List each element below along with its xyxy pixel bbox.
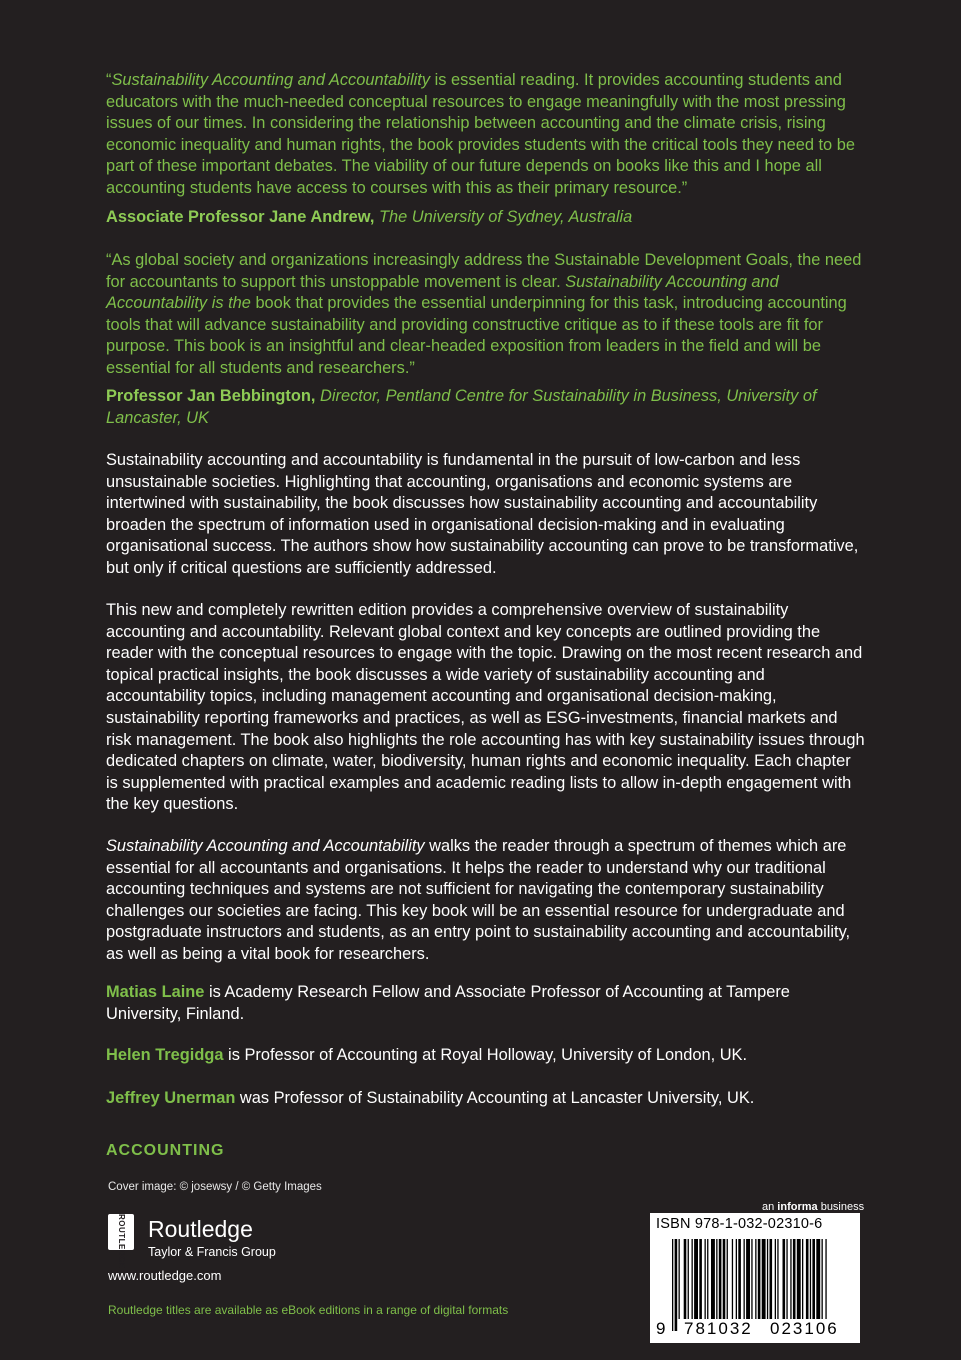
description-paragraph-3: Sustainability Accounting and Accountability walks the reader through a spectrum of themes which are essential for all accountants and organisations. It helps the reader to understand why our traditional accounting techniques and systems are not sufficient for navigating the contemporary sustainability challenges our societies are facing. This key book will be an essential resource for undergraduate and postgraduate instructors and students, as an entry point to sustainability accounting and accountability, as well as being a vital book for researchers. xyxy=(106,837,851,963)
author-name: Jeffrey Unerman xyxy=(106,1089,236,1107)
barcode-bars-icon xyxy=(650,1235,860,1331)
quote-1-author: Associate Professor Jane Andrew, xyxy=(106,208,375,226)
routledge-mark-icon: ROUTLEDGE xyxy=(108,1214,134,1250)
quote-1-text: is essential reading. It provides accounting students and educators with the much-needed conceptual resources to engage meaningfully with the most pressing issues of our times. In considering the relationship between accounting and the climate crisis, rising economic inequality and human rights, the book provides students with the critical tools they need to be part of these important debates. The viability of our future depends on books like this and I hope all accounting students have access to courses with this as their primary resource.” xyxy=(106,71,855,197)
endorsement-quote-2: “As global society and organizations increasingly address the Sustainable Development Goals, the need for accountants to support this unstoppable movement is clear. Sustainability Accounting and Accountability is the book that provides the essential underpinning for this task, introducing accounting tools that will advance sustainability and providing constructive critique as to if these tools are fit for purpose. This book is an insightful and clear-headed exposition from leaders in the field and will be essential for all students and researchers.” xyxy=(106,251,862,377)
publisher-website: www.routledge.com xyxy=(108,1268,222,1283)
endorsement-quote-1: “Sustainability Accounting and Accountability is essential reading. It provides accounting students and educators with the much-needed conceptual resources to engage meaningfully with the most pressing issues of our times. In considering the relationship between accounting and the climate crisis, rising economic inequality and human rights, the book provides students with the critical tools they need to be part of these important debates. The viability of our future depends on books like this and I hope all accounting students have access to courses with this as their primary resource.” xyxy=(106,71,855,197)
description-paragraph-1: Sustainability accounting and accountability is fundamental in the pursuit of low-carbon and less unsustainable societies. Highlighting that accounting, organisations and economic systems are intertwined with sustainability, the book discusses how sustainability accounting and accountability broaden the spectrum of information used in organisational decision-making and in evaluating organisational success. The authors show how sustainability accounting can prove to be transformative, but only if critical questions are sufficiently addressed. xyxy=(106,451,859,577)
description-paragraph-2: This new and completely rewritten edition provides a comprehensive overview of sustainability accounting and accountability. Relevant global context and key concepts are outlined providing the reader with the conceptual resources to engage with the topic. Drawing on the most recent research and topical practical insights, the book discusses a wide variety of sustainability accounting and accountability topics, including management accounting and organisational decision-making, sustainability reporting frameworks and practices, as well as ESG-investments, financial markets and risk management. The book also highlights the role accounting has with key sustainability issues through dedicated chapters on climate, water, biodiversity, human rights and economic inequality. Each chapter is supplemented with practical examples and academic reading lists to allow in-depth engagement with the key questions. xyxy=(106,601,865,814)
isbn-barcode xyxy=(650,1213,860,1343)
author-bio-1: Matias Laine is Academy Research Fellow and Associate Professor of Accounting at Tampere University, Finland. xyxy=(106,983,790,1023)
routledge-logo xyxy=(108,1214,308,1269)
isbn-label: ISBN 978-1-032-02310-6 xyxy=(656,1216,823,1232)
ebook-note: Routledge titles are available as eBook editions in a range of digital formats xyxy=(108,1303,509,1317)
informa-business-tag: an informa business xyxy=(762,1201,865,1213)
author-bio-2: Helen Tregidga is Professor of Accounting at Royal Holloway, University of London, UK. xyxy=(106,1046,748,1064)
quote-2-affiliation: Director, Pentland Centre for Sustainability in Business, University of Lancaster, UK xyxy=(106,387,817,427)
subject-category: ACCOUNTING xyxy=(106,1142,225,1159)
publisher-group: Taylor & Francis Group xyxy=(148,1245,276,1259)
quote-1-book-title: Sustainability Accounting and Accountability xyxy=(111,71,431,89)
endorsement-attribution-1 xyxy=(106,207,866,229)
quote-2-author: Professor Jan Bebbington, xyxy=(106,387,316,405)
quote-1-affiliation: The University of Sydney, Australia xyxy=(374,208,633,226)
barcode-digits: 9 781032 023106 xyxy=(656,1319,839,1338)
endorsement-attribution-2 xyxy=(106,386,866,429)
publisher-name: Routledge xyxy=(148,1216,253,1242)
cover-credit: Cover image: © josewsy / © Getty Images xyxy=(108,1181,322,1193)
author-name: Helen Tregidga xyxy=(106,1046,224,1064)
author-bio-3: Jeffrey Unerman was Professor of Sustainability Accounting at Lancaster University, UK. xyxy=(106,1089,755,1107)
author-name: Matias Laine xyxy=(106,983,205,1001)
